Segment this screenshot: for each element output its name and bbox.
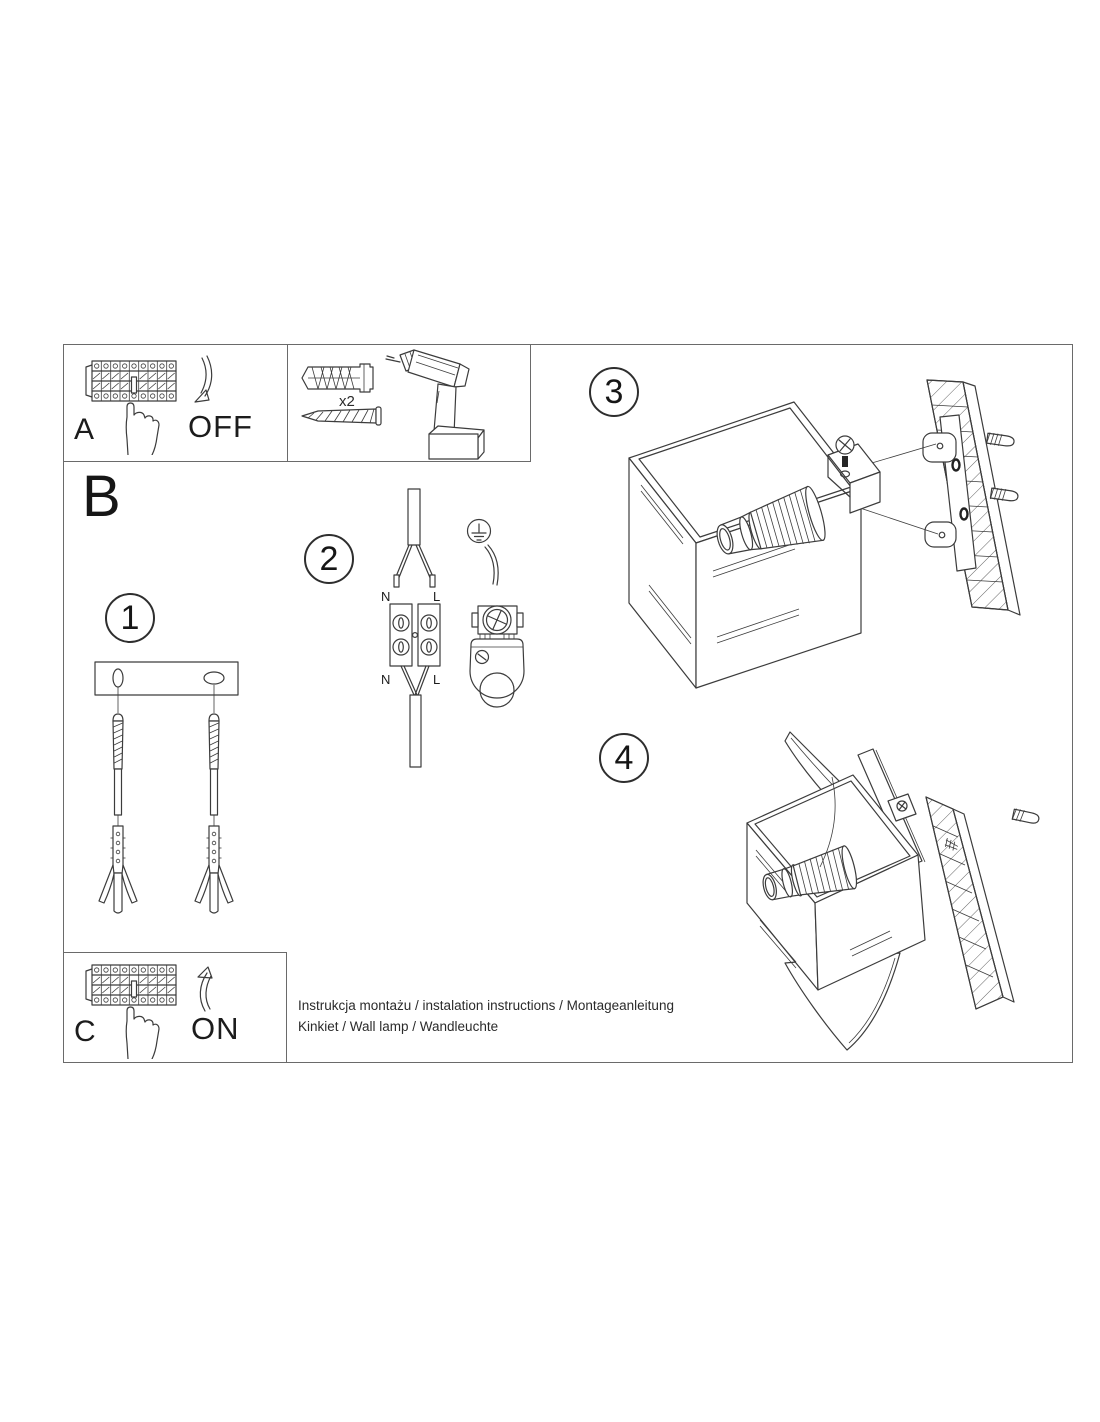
cable-bottom (410, 695, 421, 767)
circuit-breaker-illustration (82, 959, 186, 1059)
label-top-n: N (381, 589, 391, 604)
step-2-digit: 2 (319, 539, 339, 578)
label-bottom-n: N (381, 672, 391, 687)
footer-caption (298, 995, 674, 1037)
step-1-number (105, 593, 155, 643)
label-top-l: L (433, 589, 441, 604)
step-1-digit: 1 (120, 598, 140, 637)
quantity-label: x2 (339, 393, 355, 410)
step-4-illustration (690, 715, 1040, 1060)
earth-terminal (470, 606, 524, 707)
panel-c (63, 952, 287, 1063)
screw-and-anchor (195, 685, 233, 913)
step-4-number (599, 733, 649, 783)
panel-a-state: OFF (188, 409, 253, 444)
step-2-illustration (365, 487, 535, 772)
step-4-digit: 4 (614, 738, 634, 777)
panel-c-state: ON (191, 1011, 240, 1046)
lamp-cube (629, 402, 880, 688)
panel-c-label: C (74, 1015, 96, 1048)
step-2-number (304, 534, 354, 584)
step-3-digit: 3 (604, 372, 624, 411)
breaker-toggle (132, 377, 137, 393)
wall-plate (926, 797, 1040, 1009)
panel-a (63, 344, 288, 462)
curved-arrow-up-icon (194, 961, 220, 1013)
wall-screw (1012, 808, 1040, 825)
curved-arrow-down-icon (192, 354, 218, 410)
panel-a-label: A (74, 413, 95, 446)
mounting-plate (95, 662, 238, 695)
wall-screw (986, 432, 1014, 448)
pointing-hand-icon (126, 403, 159, 455)
breaker-toggle (132, 981, 137, 997)
drill-icon (386, 350, 484, 459)
earth-symbol-icon (468, 520, 491, 543)
bracket-bottom (925, 522, 956, 547)
bracket-top (923, 433, 956, 462)
circuit-breaker-illustration (82, 355, 186, 455)
wall-plate (923, 380, 1020, 615)
footer-line-1: Instrukcja montażu / instalation instructions / Montageanleitung (298, 998, 674, 1013)
footer-line-2: Kinkiet / Wall lamp / Wandleuchte (298, 1019, 499, 1034)
pointing-hand-icon (126, 1007, 159, 1059)
section-b-label: B (82, 464, 121, 529)
cable-top (408, 489, 420, 545)
step-3-illustration (595, 372, 1075, 705)
panel-tools (287, 344, 531, 462)
wall-plug-icon (302, 364, 373, 392)
tools-illustration (288, 345, 532, 463)
terminal-block (390, 604, 440, 666)
screw-and-anchor (99, 687, 137, 913)
label-bottom-l: L (433, 672, 441, 687)
step-1-illustration (88, 655, 248, 917)
